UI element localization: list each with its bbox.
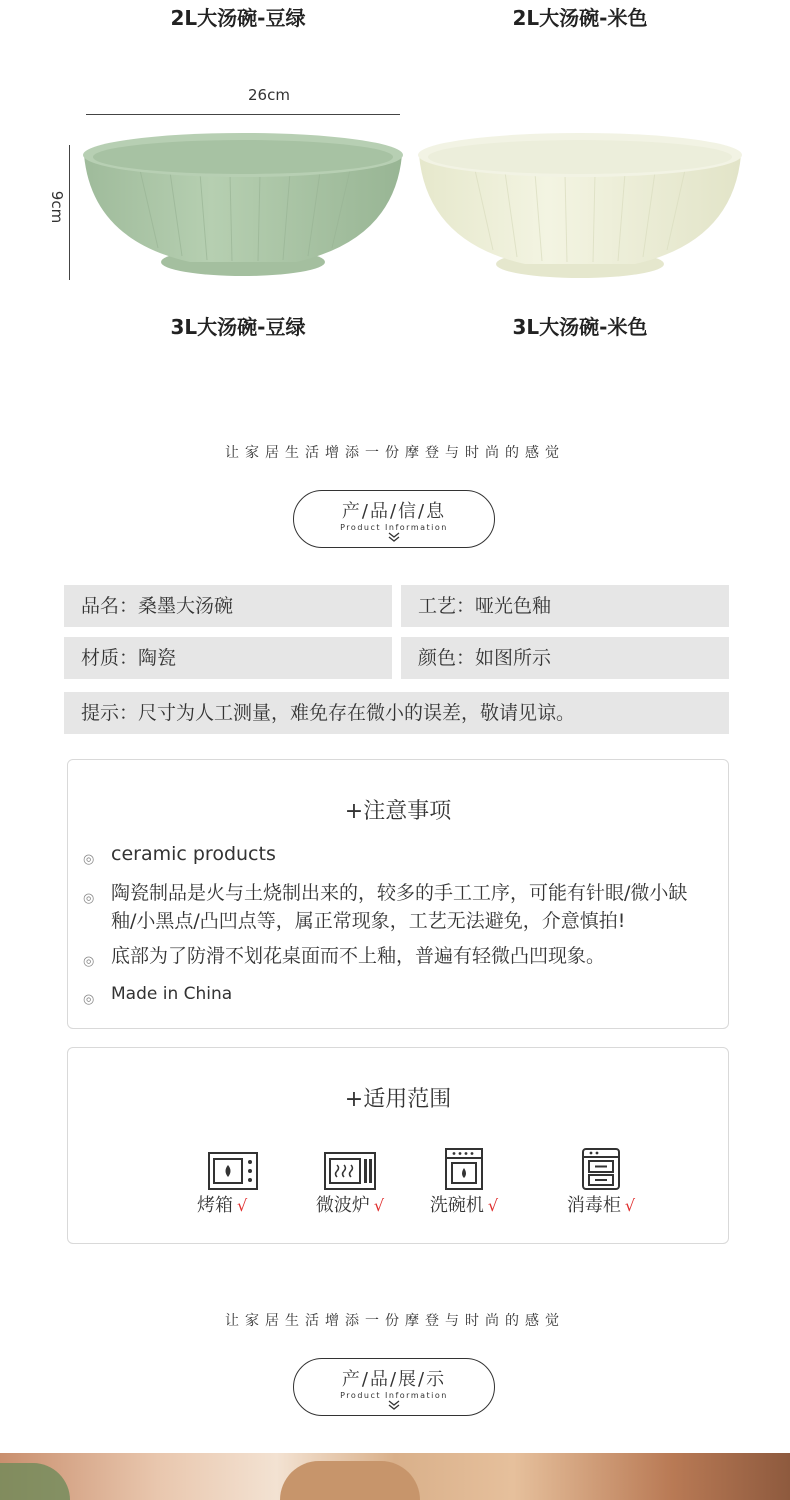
usage-item-microwave xyxy=(300,1151,400,1217)
product-display-image xyxy=(0,1453,790,1500)
notes-title: +注意事项 xyxy=(344,799,452,824)
check-icon: √ xyxy=(237,1196,248,1215)
list-item xyxy=(83,879,703,939)
width-label: 26cm xyxy=(248,86,290,104)
caption-3l-green: 3L大汤碗-豆绿 xyxy=(170,315,306,339)
usage-item-dishwasher xyxy=(414,1147,514,1217)
usage-item-sterilizer xyxy=(546,1147,656,1217)
check-icon: √ xyxy=(624,1196,636,1215)
product-display-header xyxy=(293,1358,495,1416)
section-title: 产/品/信/息 xyxy=(341,501,447,522)
usage-label: 消毒柜 xyxy=(566,1195,621,1216)
bullet-icon: ◎ xyxy=(83,852,95,867)
note-text: ceramic products xyxy=(111,843,276,865)
list-item xyxy=(83,980,703,1010)
product-info-header xyxy=(293,490,495,548)
oven-icon xyxy=(207,1151,259,1191)
usage-label: 洗碗机 xyxy=(429,1195,484,1216)
info-color: 颜色：如图所示 xyxy=(401,637,729,679)
beige-bowl-image xyxy=(415,130,745,285)
list-item xyxy=(83,840,703,870)
section-subtitle: Product Information xyxy=(340,523,448,532)
bullet-icon: ◎ xyxy=(83,992,95,1007)
notes-box xyxy=(67,759,729,1029)
check-icon: √ xyxy=(373,1196,385,1215)
usage-box xyxy=(67,1047,729,1244)
note-text: Made in China xyxy=(111,984,233,1004)
chevron-double-down-icon xyxy=(294,532,494,545)
sterilizer-icon xyxy=(581,1147,621,1191)
bullet-icon: ◎ xyxy=(83,954,95,969)
usage-item-oven xyxy=(183,1151,283,1217)
info-craft: 工艺：哑光色釉 xyxy=(401,585,729,627)
usage-label: 微波炉 xyxy=(315,1195,370,1216)
tagline: 让家居生活增添一份摩登与时尚的感觉 xyxy=(225,445,565,461)
microwave-icon xyxy=(323,1151,377,1191)
chevron-double-down-icon xyxy=(294,1400,494,1413)
caption-2l-beige: 2L大汤碗-米色 xyxy=(512,6,648,30)
height-line xyxy=(69,145,70,280)
usage-label: 烤箱 xyxy=(197,1195,233,1216)
green-bowl-image xyxy=(80,130,410,285)
tagline-bottom: 让家居生活增添一份摩登与时尚的感觉 xyxy=(225,1313,565,1329)
width-line xyxy=(86,114,400,115)
height-label: 9cm xyxy=(48,190,66,224)
caption-3l-beige: 3L大汤碗-米色 xyxy=(512,315,648,339)
caption-2l-green: 2L大汤碗-豆绿 xyxy=(170,6,306,30)
note-text: 陶瓷制品是火与土烧制出来的，较多的手工工序，可能有针眼/微小缺釉/小黑点/凸凹点等，属正常现象，工艺无法避免，介意慎拍! xyxy=(111,882,688,932)
bullet-icon: ◎ xyxy=(83,891,95,906)
section-title: 产/品/展/示 xyxy=(341,1369,447,1390)
info-tip: 提示：尺寸为人工测量，难免存在微小的误差，敬请见谅。 xyxy=(64,692,729,734)
info-name: 品名：桑墨大汤碗 xyxy=(64,585,392,627)
check-icon: √ xyxy=(487,1196,499,1215)
note-text: 底部为了防滑不划花桌面而不上釉，普遍有轻微凸凹现象。 xyxy=(111,945,606,967)
usage-title: +适用范围 xyxy=(344,1087,452,1112)
dishwasher-icon xyxy=(444,1147,484,1191)
list-item xyxy=(83,942,703,972)
info-material: 材质：陶瓷 xyxy=(64,637,392,679)
section-subtitle: Product Information xyxy=(340,1391,448,1400)
